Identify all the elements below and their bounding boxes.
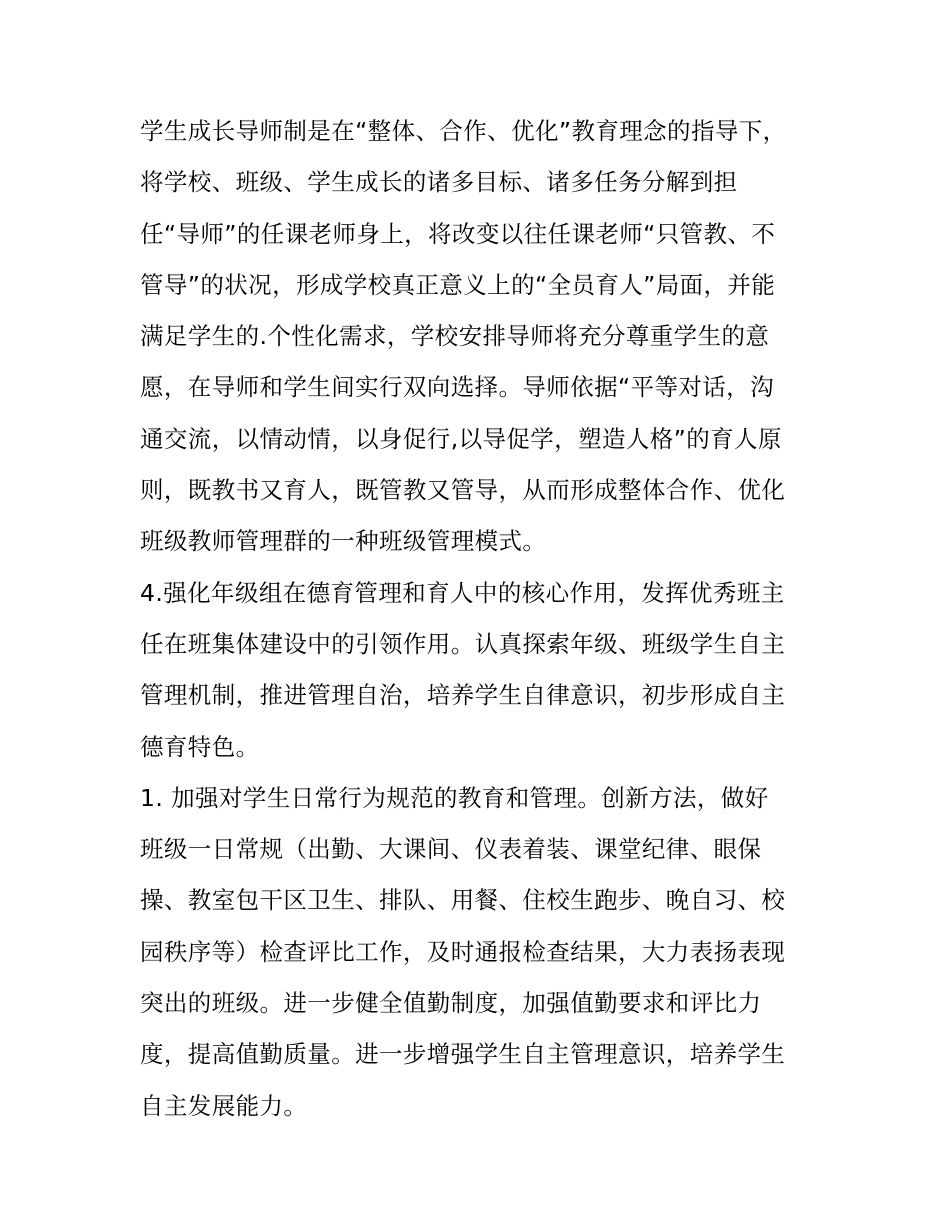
- text-line: 班级教师管理群的一种班级管理模式。: [140, 527, 547, 556]
- text-line: 将学校、班级、学生成长的诸多目标、诸多任务分解到担: [140, 168, 738, 197]
- document-body: [140, 106, 820, 1132]
- text-line: 4.强化年级组在德育管理和育人中的核心作用，发挥优秀班主: [140, 578, 785, 607]
- text-line: 通交流，以情动情，以身促行,以导促学，塑造人格”的育人原: [140, 424, 782, 453]
- text-line: 班级一日常规（出勤、大课间、仪表着装、课堂纪律、眼保: [140, 835, 762, 864]
- text-line: 突出的班级。进一步健全值勤制度，加强值勤要求和评比力: [140, 989, 762, 1018]
- text-line: 自主发展能力。: [140, 1091, 308, 1120]
- text-line: 学生成长导师制是在“整体、合作、优化”教育理念的指导下，: [140, 117, 787, 145]
- text-line: 满足学生的.个性化需求，学校安排导师将充分尊重学生的意: [140, 322, 770, 351]
- text-line: 1. 加强对学生日常行为规范的教育和管理。创新方法，做好: [140, 783, 769, 812]
- text-line: 操、教室包干区卫生、排队、用餐、住校生跑步、晚自习、校: [140, 886, 786, 915]
- text-line: 管导”的状况，形成学校真正意义上的“全员育人”局面，并能: [140, 270, 776, 299]
- text-line: 德育特色。: [140, 732, 260, 761]
- text-line: 度，提高值勤质量。进一步增强学生自主管理意识，培养学生: [140, 1040, 786, 1069]
- text-line: 愿，在导师和学生间实行双向选择。导师依据“平等对话，沟: [140, 373, 774, 402]
- text-line: 园秩序等）检查评比工作，及时通报检查结果，大力表扬表现: [140, 937, 786, 966]
- text-line: 管理机制，推进管理自治，培养学生自律意识，初步形成自主: [140, 681, 786, 710]
- text-line: 任在班集体建设中的引领作用。认真探索年级、班级学生自主: [140, 629, 786, 658]
- text-line: 则，既教书又育人，既管教又管导，从而形成整体合作、优化: [140, 476, 786, 505]
- text-line: 任“导师”的任课老师身上，将改变以往任课老师“只管教、不: [140, 219, 776, 248]
